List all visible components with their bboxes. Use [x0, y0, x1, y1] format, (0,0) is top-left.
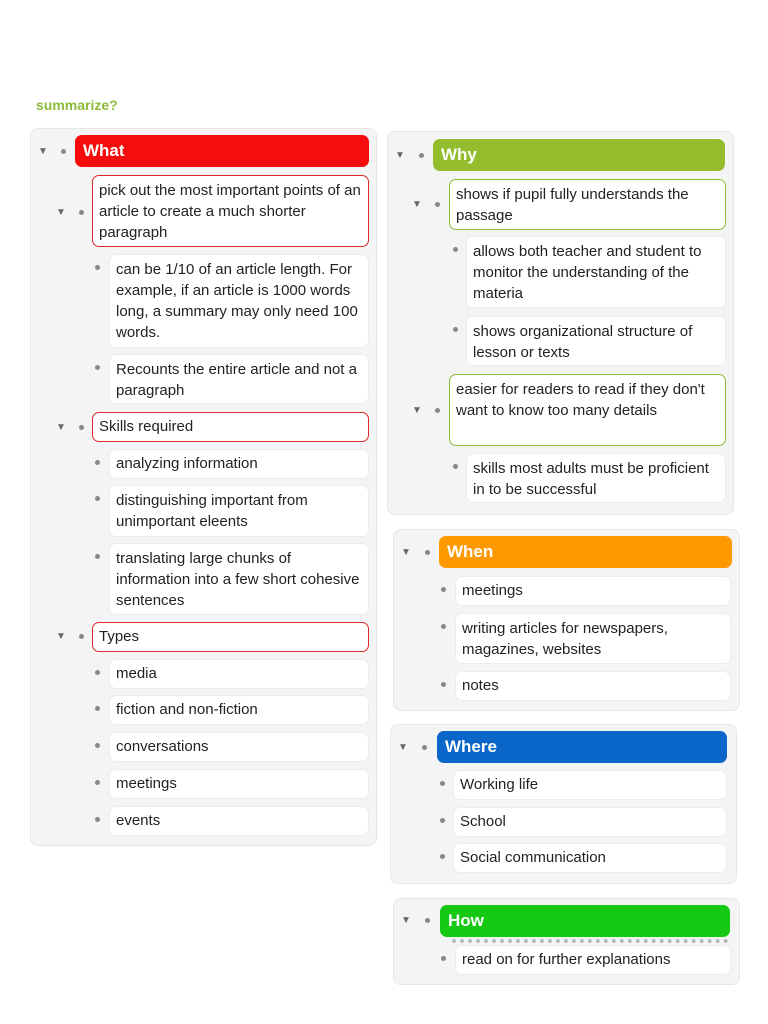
bullet-icon [95, 817, 100, 822]
bullet-icon [61, 149, 66, 154]
list-item[interactable]: shows organizational structure of lesson or texts [466, 316, 726, 366]
bullet-icon [425, 918, 430, 923]
why-header[interactable]: Why [433, 139, 725, 171]
bullet-icon [95, 496, 100, 501]
bullet-icon [95, 670, 100, 675]
collapse-icon[interactable]: ▼ [401, 547, 411, 558]
bullet-icon [419, 153, 424, 158]
list-item[interactable]: meetings [455, 576, 731, 606]
when-header[interactable]: When [439, 536, 732, 568]
where-header[interactable]: Where [437, 731, 727, 763]
what-topic-skills[interactable]: Skills required [92, 412, 369, 442]
bullet-icon [441, 587, 446, 592]
bullet-icon [95, 743, 100, 748]
list-item[interactable]: media [109, 659, 369, 689]
collapse-icon[interactable]: ▼ [398, 742, 408, 753]
page-title: summarize? [36, 97, 118, 113]
collapse-icon[interactable]: ▼ [56, 631, 66, 642]
list-item[interactable]: School [453, 807, 727, 837]
collapse-icon[interactable]: ▼ [412, 405, 422, 416]
bullet-icon [95, 460, 100, 465]
bullet-icon [441, 624, 446, 629]
list-item[interactable]: can be 1/10 of an article length. For example, if an article is 1000 words long, a summary may only need 100 words. [109, 254, 369, 348]
bullet-icon [453, 327, 458, 332]
bullet-icon [435, 202, 440, 207]
list-item[interactable]: conversations [109, 732, 369, 762]
how-header[interactable]: How [440, 905, 730, 937]
collapse-icon[interactable]: ▼ [401, 915, 411, 926]
list-item[interactable]: events [109, 806, 369, 836]
bullet-icon [79, 634, 84, 639]
collapse-icon[interactable]: ▼ [395, 150, 405, 161]
bullet-icon [79, 210, 84, 215]
list-item[interactable]: analyzing information [109, 449, 369, 479]
list-item[interactable]: allows both teacher and student to monitor the understanding of the materia [466, 236, 726, 308]
collapse-icon[interactable]: ▼ [56, 422, 66, 433]
bullet-icon [422, 745, 427, 750]
why-topic-understanding[interactable]: shows if pupil fully understands the passage [449, 179, 726, 230]
bullet-icon [441, 956, 446, 961]
what-topic-types[interactable]: Types [92, 622, 369, 652]
bullet-icon [95, 780, 100, 785]
collapse-icon[interactable]: ▼ [412, 199, 422, 210]
what-header[interactable]: What [75, 135, 369, 167]
list-item[interactable]: notes [455, 671, 731, 701]
bullet-icon [440, 854, 445, 859]
bullet-icon [435, 408, 440, 413]
list-item[interactable]: fiction and non-fiction [109, 695, 369, 725]
divider [452, 939, 728, 943]
bullet-icon [79, 425, 84, 430]
list-item[interactable]: writing articles for newspapers, magazines, websites [455, 613, 731, 664]
collapse-icon[interactable]: ▼ [38, 146, 48, 157]
what-topic-definition[interactable]: pick out the most important points of an article to create a much shorter paragraph [92, 175, 369, 247]
list-item[interactable]: meetings [109, 769, 369, 799]
why-topic-readability[interactable]: easier for readers to read if they don't want to know too many details [449, 374, 726, 446]
bullet-icon [95, 265, 100, 270]
list-item[interactable]: Working life [453, 770, 727, 800]
bullet-icon [453, 464, 458, 469]
bullet-icon [95, 365, 100, 370]
bullet-icon [440, 818, 445, 823]
bullet-icon [95, 706, 100, 711]
bullet-icon [441, 682, 446, 687]
bullet-icon [453, 247, 458, 252]
collapse-icon[interactable]: ▼ [56, 207, 66, 218]
bullet-icon [440, 781, 445, 786]
list-item[interactable]: read on for further explanations [455, 945, 731, 975]
bullet-icon [425, 550, 430, 555]
list-item[interactable]: Social communication [453, 843, 727, 873]
bullet-icon [95, 554, 100, 559]
list-item[interactable]: skills most adults must be proficient in to be successful [466, 453, 726, 503]
list-item[interactable]: distinguishing important from unimportant eleents [109, 485, 369, 537]
list-item[interactable]: translating large chunks of information into a few short cohesive sentences [109, 543, 369, 615]
list-item[interactable]: Recounts the entire article and not a paragraph [109, 354, 369, 404]
